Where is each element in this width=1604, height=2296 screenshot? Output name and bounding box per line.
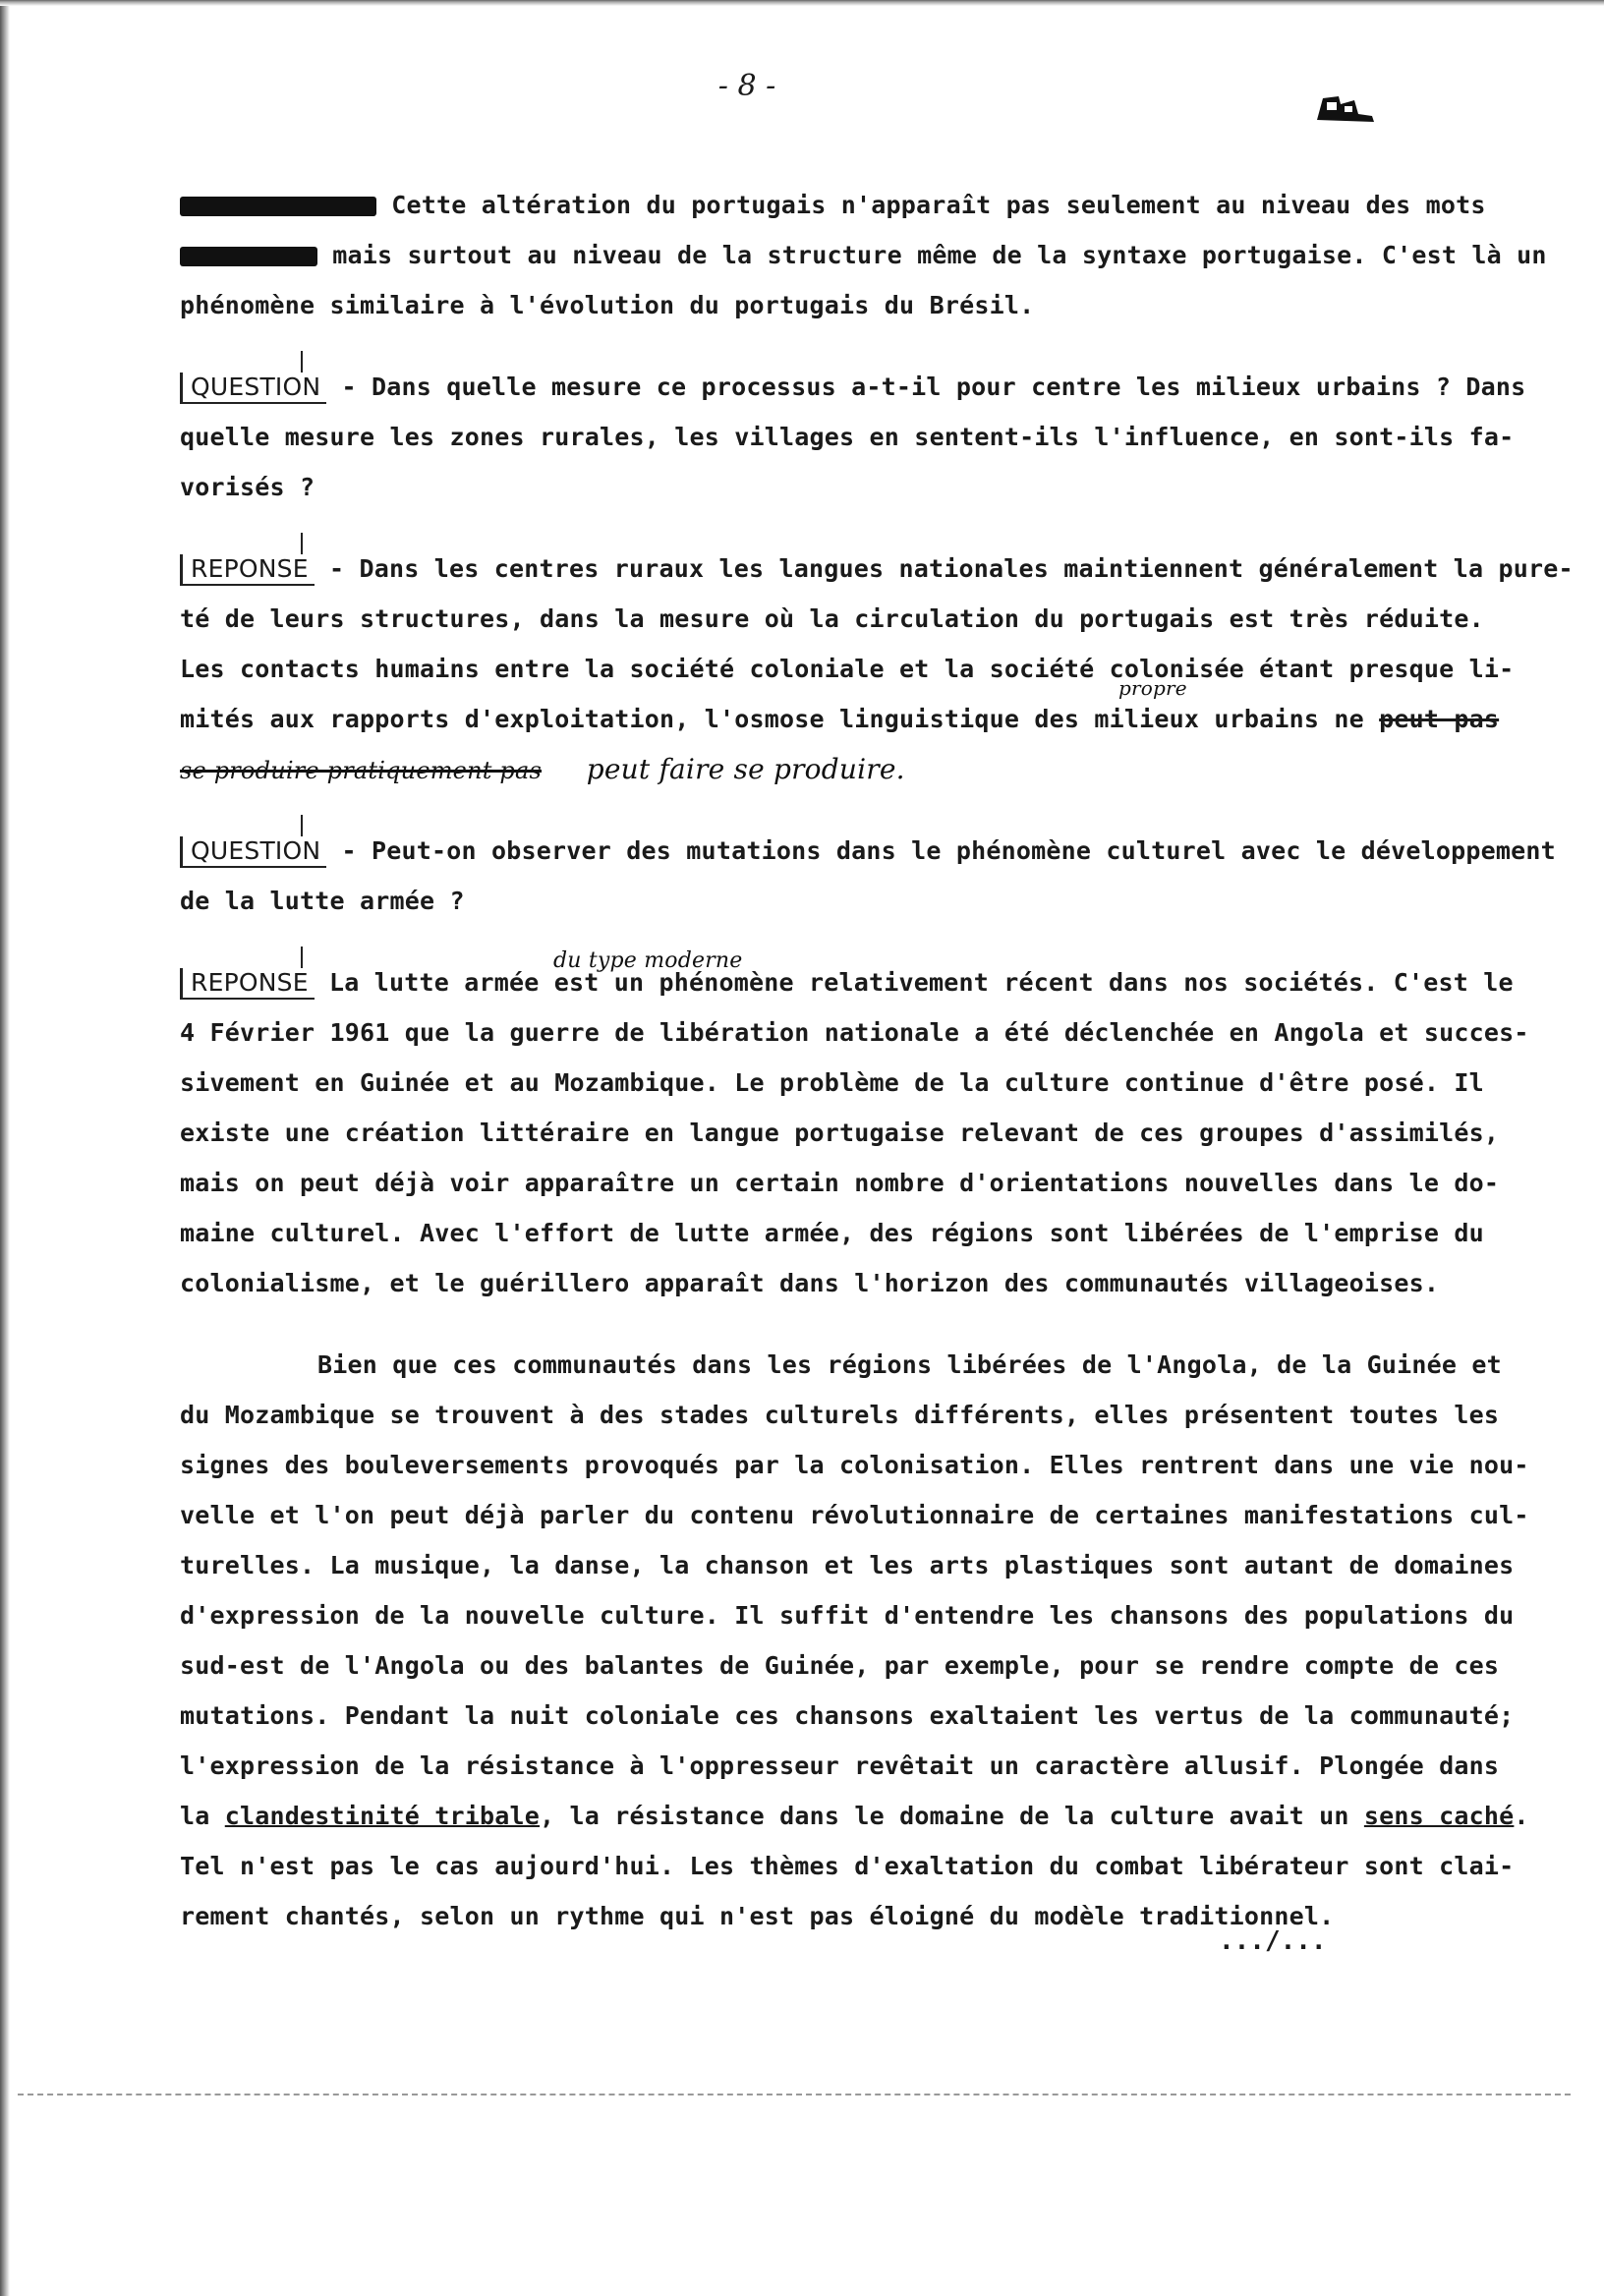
continuation-marker: .../... <box>1219 1926 1327 1956</box>
text-line: d'expression de la nouvelle culture. Il suffit d'entendre les chansons des populations du <box>180 1601 1515 1630</box>
response-label: REPONSE <box>180 554 315 586</box>
response-label: REPONSE <box>180 968 315 1000</box>
text-line: mutations. Pendant la nuit coloniale ces chansons exaltaient les vertus de la communauté; <box>180 1701 1515 1730</box>
question-label: QUESTION <box>180 836 326 868</box>
text-line: Les contacts humains entre la société coloniale et la société colonisée étant presque li- <box>180 655 1515 683</box>
text-line: - Dans les centres ruraux les langues nationales maintiennent généralement la pure- <box>328 554 1574 583</box>
text-line: mais on peut déjà voir apparaître un certain nombre d'orientations nouvelles dans le do- <box>180 1169 1500 1197</box>
question-label: QUESTION <box>180 373 326 404</box>
text-line: - Dans quelle mesure ce processus a-t-il pour centre les milieux urbains ? Dans <box>341 373 1526 401</box>
underlined-text: sens caché <box>1363 1802 1515 1830</box>
stamp-mark-icon <box>1315 90 1378 124</box>
question-2 <box>180 826 1575 926</box>
struck-text: peut pas <box>1379 705 1500 733</box>
handwritten-annotation: propre <box>1118 676 1187 700</box>
struck-text: se produire pratiquement pas <box>180 757 543 784</box>
paragraph-intro <box>180 180 1575 330</box>
response-2 <box>180 948 1575 1308</box>
page-number: - 8 - <box>717 69 776 103</box>
text-line: mités aux rapports d'exploitation, l'osmose linguistique des milieux urbains ne <box>180 705 1364 733</box>
text-line: sud-est de l'Angola ou des balantes de Guinée, par exemple, pour se rendre compte de ces <box>180 1651 1500 1680</box>
text-line: existe une création littéraire en langue portugaise relevant de ces groupes d'assimilés, <box>180 1119 1500 1147</box>
text-line: colonialisme, et le guérillero apparaît dans l'horizon des communautés villageoises. <box>180 1269 1440 1297</box>
redaction-mark <box>180 247 317 266</box>
redaction-mark <box>180 197 376 216</box>
text-line: Tel n'est pas le cas aujourd'hui. Les thèmes d'exaltation du combat libérateur sont clai- <box>180 1852 1515 1880</box>
text-line: maine culturel. Avec l'effort de lutte armée, des régions sont libérées de l'emprise du <box>180 1219 1484 1247</box>
text-line: quelle mesure les zones rurales, les villages en sentent-ils l'influence, en sont-ils fa- <box>180 423 1515 451</box>
underlined-text: clandestinité tribale <box>224 1802 541 1830</box>
text-line: l'expression de la résistance à l'oppresseur revêtait un caractère allusif. Plongée dans <box>180 1751 1500 1780</box>
text-line: La lutte armée est un phénomène relativement récent dans nos sociétés. C'est le <box>328 968 1514 997</box>
text-line: de la lutte armée ? <box>180 887 465 915</box>
text-line: turelles. La musique, la danse, la chanson et les arts plastiques sont autant de domaines <box>180 1551 1515 1579</box>
document-body <box>180 180 1575 1973</box>
text-line: velle et l'on peut déjà parler du contenu révolutionnaire de certaines manifestations cul- <box>180 1501 1529 1529</box>
handwritten-annotation: du type moderne <box>553 948 743 973</box>
text-fragment: , la résistance dans le domaine de la culture avait un <box>540 1802 1364 1830</box>
text-line: phénomène similaire à l'évolution du portugais du Brésil. <box>180 291 1035 319</box>
text-line: - Peut-on observer des mutations dans le phénomène culturel avec le développement <box>341 836 1556 865</box>
page-left-edge <box>0 0 10 2296</box>
page-divider <box>18 2094 1571 2096</box>
handwritten-correction: peut faire se produire. <box>586 753 905 785</box>
response-1 <box>180 544 1575 794</box>
text-line: té de leurs structures, dans la mesure où la circulation du portugais est très réduite. <box>180 604 1484 633</box>
text-line: vorisés ? <box>180 473 315 501</box>
text-fragment: la <box>180 1802 225 1830</box>
text-line: mais surtout au niveau de la structure même de la syntaxe portugaise. C'est là un <box>332 241 1547 269</box>
text-line: 4 Février 1961 que la guerre de libération nationale a été déclenchée en Angola et succes- <box>180 1018 1529 1047</box>
text-line: rement chantés, selon un rythme qui n'est pas éloigné du modèle traditionnel. <box>180 1902 1335 1930</box>
question-1 <box>180 362 1575 512</box>
text-line: Bien que ces communautés dans les régions libérées de l'Angola, de la Guinée et <box>317 1350 1502 1379</box>
paragraph-communities <box>180 1340 1575 1941</box>
page-top-edge <box>0 0 1604 6</box>
text-line: signes des bouleversements provoqués par la colonisation. Elles rentrent dans une vie nou- <box>180 1451 1529 1479</box>
text-line: sivement en Guinée et au Mozambique. Le problème de la culture continue d'être posé. Il <box>180 1068 1484 1097</box>
text-line: du Mozambique se trouvent à des stades culturels différents, elles présentent toutes les <box>180 1401 1500 1429</box>
text-line: Cette altération du portugais n'apparaît pas seulement au niveau des mots <box>391 191 1486 219</box>
text-fragment: . <box>1514 1802 1529 1830</box>
